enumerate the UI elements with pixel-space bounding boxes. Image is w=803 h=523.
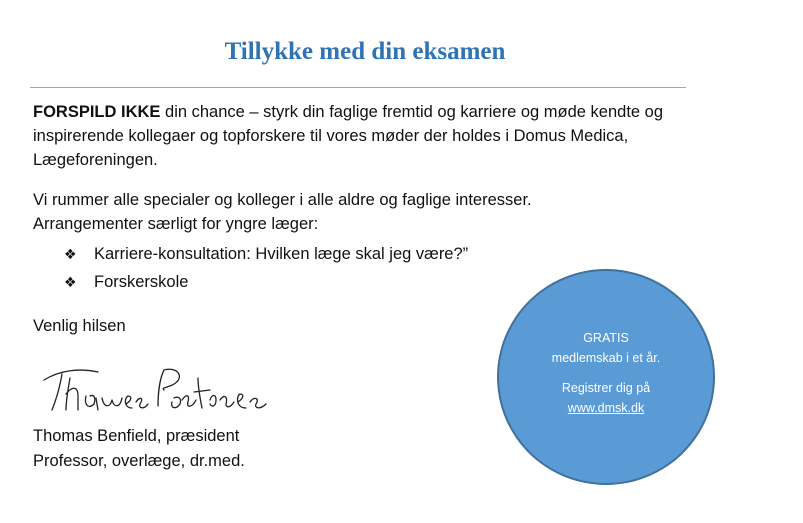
page-title: Tillykke med din eksamen bbox=[224, 38, 506, 65]
promo-link[interactable]: www.dmsk.dk bbox=[567, 401, 645, 415]
promo-line-2: medlemskab i et år. bbox=[551, 351, 661, 365]
diamond-bullet-icon: ❖ bbox=[64, 274, 77, 290]
specialties-line-1: Vi rummer alle specialer og kolleger i alle aldre og faglige interesser. bbox=[33, 191, 532, 209]
handwritten-signature bbox=[40, 358, 270, 420]
intro-paragraph bbox=[33, 100, 713, 172]
specialties-line-2: Arrangementer særligt for yngre læger: bbox=[33, 215, 319, 233]
promo-circle bbox=[497, 269, 715, 485]
diamond-bullet-icon: ❖ bbox=[64, 246, 77, 262]
signer-name: Thomas Benfield, præsident bbox=[33, 427, 240, 445]
specialties-paragraph bbox=[33, 188, 713, 236]
list-item bbox=[64, 270, 468, 298]
title-divider bbox=[30, 87, 686, 88]
greeting: Venlig hilsen bbox=[33, 317, 126, 335]
event-list bbox=[64, 242, 468, 298]
list-item-text: Karriere-konsultation: Hvilken læge skal jeg være?” bbox=[94, 245, 469, 263]
signer-titles: Professor, overlæge, dr.med. bbox=[33, 452, 245, 470]
list-item bbox=[64, 242, 468, 270]
intro-body: din chance – styrk din faglige fremtid og karriere og møde kendte og inspirerende kollegaer og topforskere til vores møder der holdes i Domus Medica, Lægeforeningen. bbox=[33, 103, 664, 169]
promo-line-1: GRATIS bbox=[583, 331, 629, 345]
promo-line-3: Registrer dig på bbox=[561, 381, 651, 395]
intro-lead: FORSPILD IKKE bbox=[33, 103, 161, 121]
list-item-text: Forskerskole bbox=[94, 273, 189, 291]
